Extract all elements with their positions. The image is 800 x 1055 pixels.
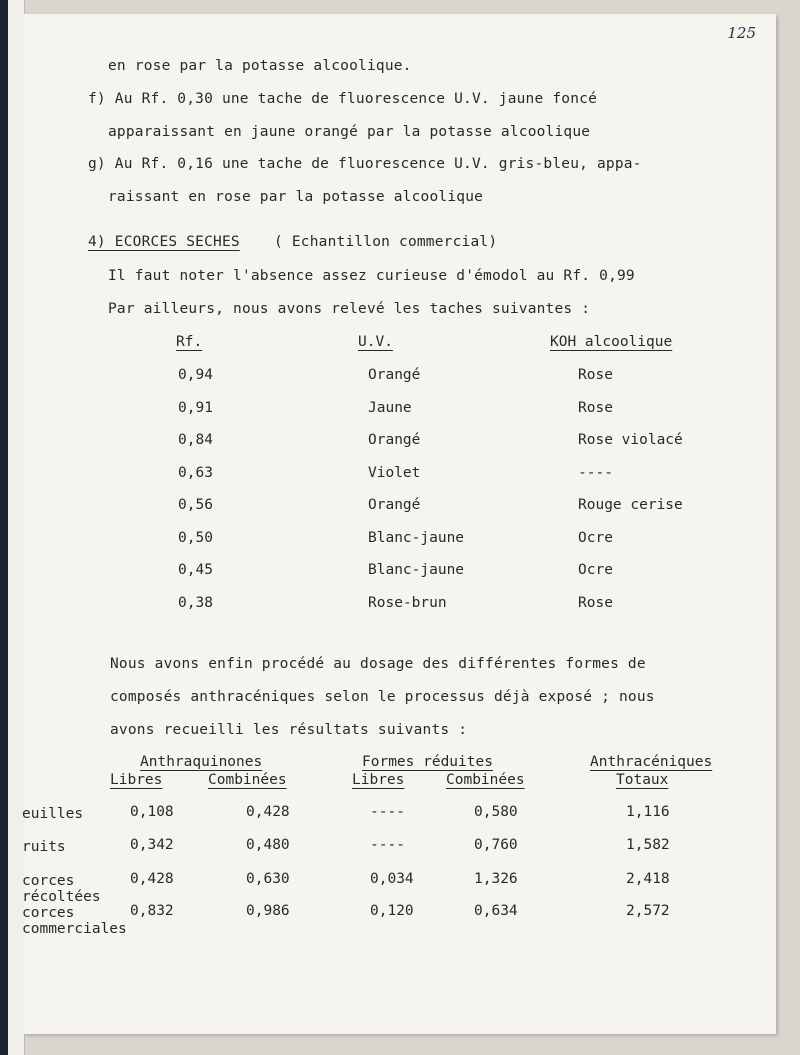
sub-header-libres: Libres	[110, 772, 163, 788]
spots-cell-uv: Orangé	[368, 497, 421, 513]
dosage-cell: 0,428	[130, 871, 174, 887]
note-line: Il faut noter l'absence assez curieuse d'émodol au Rf. 0,99	[108, 268, 635, 284]
spots-cell-koh: Rose violacé	[578, 432, 683, 448]
dosage-row-label	[22, 873, 101, 905]
dosage-cell: 0,428	[246, 804, 290, 820]
dosage-cell: 0,342	[130, 837, 174, 853]
spots-cell-rf: 0,91	[178, 399, 213, 416]
document-page	[24, 14, 776, 1034]
closing-line: avons recueilli les résultats suivants :	[110, 722, 468, 738]
dosage-row-label	[22, 806, 83, 822]
dosage-cell: 2,418	[626, 871, 670, 887]
spots-cell-uv: Violet	[368, 464, 421, 481]
dosage-row-label-line: euilles	[22, 806, 84, 822]
section-subtitle: ( Echantillon commercial)	[274, 234, 498, 250]
sub-header-totaux: Totaux	[616, 772, 669, 788]
dosage-cell: 0,832	[130, 903, 174, 919]
section-heading: 4) ECORCES SECHES	[88, 234, 240, 250]
spots-cell-rf: 0,84	[178, 432, 213, 448]
spots-header-uv: U.V.	[358, 334, 393, 350]
dosage-cell: 0,034	[370, 871, 414, 887]
paragraph-line: en rose par la potasse alcoolique.	[108, 58, 412, 74]
dosage-cell: 0,634	[474, 903, 518, 919]
group-header-anthraquinones: Anthraquinones	[140, 754, 263, 770]
spots-cell-rf: 0,63	[178, 464, 213, 481]
dosage-cell: 0,986	[246, 903, 290, 919]
spots-cell-koh: Rose	[578, 399, 613, 416]
spots-header-koh: KOH alcoolique	[550, 334, 673, 350]
dosage-row-label-line: corces	[22, 905, 75, 921]
spots-cell-uv: Blanc-jaune	[368, 529, 465, 546]
dosage-cell: 2,572	[626, 903, 670, 919]
dosage-cell: 1,116	[626, 804, 670, 820]
binder-strip	[0, 0, 8, 1055]
paragraph-line: apparaissant en jaune orangé par la potasse alcoolique	[108, 124, 591, 140]
dosage-cell: ----	[370, 837, 405, 853]
spots-cell-uv: Orangé	[368, 432, 421, 448]
spots-cell-rf: 0,94	[178, 367, 213, 383]
spots-cell-koh: Ocre	[578, 529, 613, 546]
paragraph-line: raissant en rose par la potasse alcoolique	[108, 189, 484, 205]
dosage-cell: 0,580	[474, 804, 518, 820]
sub-header-libres: Libres	[352, 772, 405, 788]
spots-cell-rf: 0,38	[178, 594, 213, 611]
dosage-row-label-line: commerciales	[22, 921, 127, 937]
dosage-cell: ----	[370, 804, 405, 820]
group-header-formes-reduites: Formes réduites	[362, 754, 493, 770]
dosage-cell: 1,582	[626, 837, 670, 853]
closing-line: composés anthracéniques selon le processus déjà exposé ; nous	[110, 689, 655, 705]
dosage-row-label-line: corces	[22, 873, 75, 889]
dosage-row-label	[22, 905, 127, 937]
dosage-row-label-line: récoltées	[22, 889, 101, 905]
spots-cell-rf: 0,50	[178, 529, 213, 546]
spots-header-rf: Rf.	[176, 334, 203, 350]
dosage-cell: 1,326	[474, 871, 518, 887]
spots-cell-uv: Rose-brun	[368, 594, 447, 611]
dosage-cell: 0,108	[130, 804, 174, 820]
paragraph-line: f) Au Rf. 0,30 une tache de fluorescence U.V. jaune foncé	[88, 91, 597, 107]
spots-cell-uv: Orangé	[368, 367, 421, 383]
page-number: 125	[727, 24, 756, 42]
closing-line: Nous avons enfin procédé au dosage des différentes formes de	[110, 656, 646, 672]
sub-header-combinees: Combinées	[446, 772, 525, 788]
dosage-row-label	[22, 839, 66, 855]
spots-cell-rf: 0,45	[178, 562, 213, 578]
sub-header-combinees: Combinées	[208, 772, 287, 788]
spots-cell-uv: Jaune	[368, 399, 412, 416]
spots-cell-rf: 0,56	[178, 497, 213, 513]
dosage-cell: 0,480	[246, 837, 290, 853]
dosage-cell: 0,630	[246, 871, 290, 887]
spots-cell-uv: Blanc-jaune	[368, 562, 465, 578]
spots-cell-koh: Rose	[578, 594, 613, 611]
group-header-anthraceniques: Anthracéniques	[590, 754, 713, 770]
dosage-cell: 0,760	[474, 837, 518, 853]
spots-cell-koh: Ocre	[578, 562, 613, 578]
paragraph-line: g) Au Rf. 0,16 une tache de fluorescence U.V. gris-bleu, appa-	[88, 156, 642, 172]
spots-cell-koh: Rose	[578, 367, 613, 383]
note-line: Par ailleurs, nous avons relevé les taches suivantes :	[108, 301, 591, 317]
spots-cell-koh: Rouge cerise	[578, 497, 683, 513]
dosage-cell: 0,120	[370, 903, 414, 919]
dosage-row-label-line: ruits	[22, 839, 66, 855]
spots-cell-koh: ----	[578, 464, 613, 481]
